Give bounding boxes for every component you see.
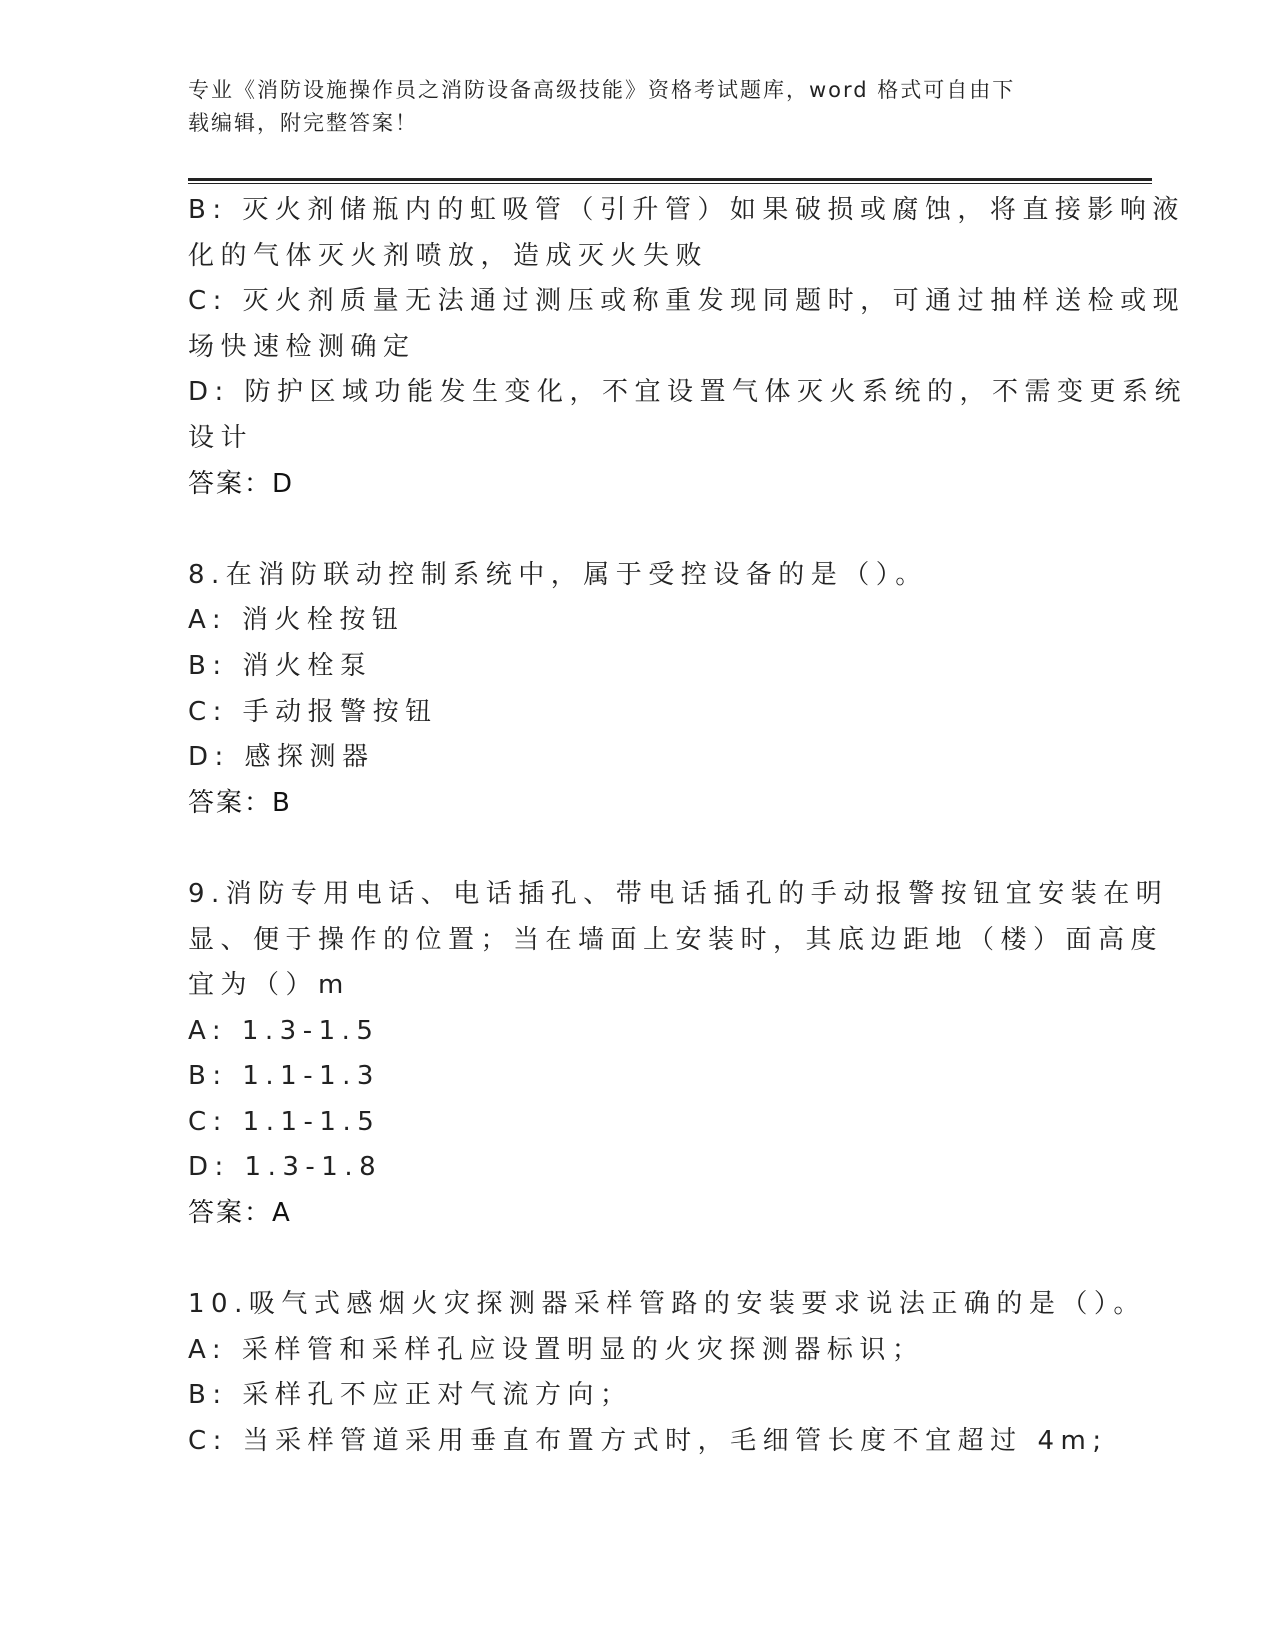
q7-option-c-line-2: 场快速检测确定: [188, 331, 416, 362]
document-header: [188, 74, 1088, 140]
q8-question: 8.在消防联动控制系统中，属于受控设备的是（）。: [188, 559, 928, 590]
q10-option-a: A: 采样管和采样孔应设置明显的火灾探测器标识；: [188, 1334, 925, 1365]
q8-option-d: D: 感探测器: [188, 742, 375, 773]
question-10: [188, 1282, 1146, 1464]
q7-option-c-line-1: C: 灭火剂质量无法通过测压或称重发现同题时，可通过抽样送检或现: [188, 286, 1186, 317]
header-title-line-2: 载编辑，附完整答案！: [188, 111, 418, 135]
question-8: [188, 553, 1128, 827]
question-9: [188, 872, 1169, 1237]
q8-option-b: B: 消火栓泵: [188, 650, 373, 681]
q7-option-d-line-1: D: 防护区域功能发生变化，不宜设置气体灭火系统的，不需变更系统: [188, 377, 1188, 408]
document-body: [188, 188, 1188, 1465]
q9-question-line-3: 宜为（）m: [188, 970, 350, 1001]
header-title-line-1: 专业《消防设施操作员之消防设备高级技能》资格考试题库，word 格式可自由下: [188, 78, 1016, 102]
q7-option-d-line-2: 设计: [188, 422, 254, 453]
q9-option-b: B: 1.1-1.3: [188, 1061, 380, 1092]
q9-option-c: C: 1.1-1.5: [188, 1106, 381, 1137]
q9-option-a: A: 1.3-1.5: [188, 1015, 380, 1046]
header-divider-thin: [188, 183, 1152, 184]
q8-option-c: C: 手动报警按钮: [188, 696, 438, 727]
spacer: [188, 826, 1128, 872]
q7-option-b-line-1: B: 灭火剂储瓶内的虹吸管（引升管）如果破损或腐蚀，将直接影响液: [188, 195, 1185, 225]
q8-option-a: A: 消火栓按钮: [188, 605, 405, 636]
q8-answer: 答案：B: [188, 787, 292, 818]
q9-answer: 答案：A: [188, 1198, 292, 1229]
header-divider-thick: [188, 178, 1152, 181]
q10-option-c: C: 当采样管道采用垂直布置方式时，毛细管长度不宜超过 4m;: [188, 1426, 1108, 1457]
q10-option-b: B: 采样孔不应正对气流方向；: [188, 1380, 633, 1411]
q7-option-b-line-2: 化的气体灭火剂喷放，造成灭火失败: [188, 240, 709, 271]
spacer: [188, 1237, 1128, 1283]
question-7-continued: [188, 188, 1188, 507]
q9-question-line-2: 显、便于操作的位置；当在墙面上安装时，其底边距地（楼）面高度: [188, 924, 1164, 955]
q10-question: 10.吸气式感烟火灾探测器采样管路的安装要求说法正确的是（）。: [188, 1289, 1146, 1320]
q9-option-d: D: 1.3-1.8: [188, 1152, 383, 1183]
spacer: [188, 507, 1128, 553]
q9-question-line-1: 9.消防专用电话、电话插孔、带电话插孔的手动报警按钮宜安装在明: [188, 878, 1169, 909]
q7-answer: 答案：D: [188, 468, 295, 499]
